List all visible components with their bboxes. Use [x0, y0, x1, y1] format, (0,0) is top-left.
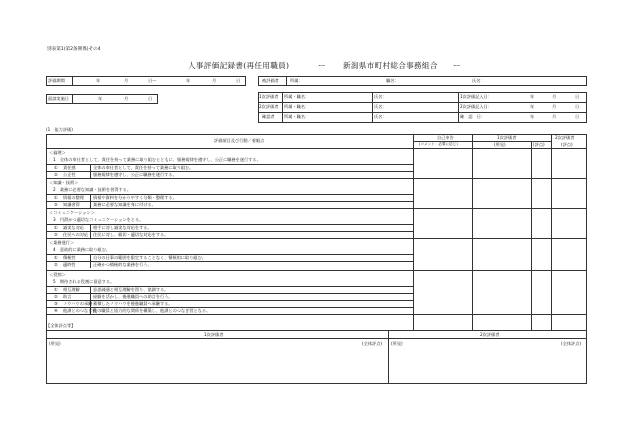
item-no: ② — [54, 294, 58, 299]
item-text: 情報や資料を分かりやすく分類・整理する。 — [93, 195, 177, 200]
item-label: 情報の整理 — [63, 195, 84, 200]
confirmer-name: 氏名： — [374, 114, 387, 119]
second-eval-month: 月 — [552, 104, 557, 109]
interview-month: 月 — [124, 96, 129, 101]
period-to-month: 月 — [212, 78, 217, 83]
item-text: 意思疎通と相互理解を図り、協調する。 — [93, 287, 169, 292]
period-from-day: 日～ — [148, 78, 157, 83]
overall-first-opinion: (所見) — [49, 341, 61, 346]
header-first-score: (評点) — [533, 142, 545, 147]
item-label: 他課とのつなぎ役 — [63, 308, 97, 313]
group-ethics: ＜倫理＞ — [49, 150, 66, 155]
group-communication-desc: 3 円滑かつ適切なコミュニケーションをとる。 — [53, 217, 144, 222]
item-no: ② — [54, 232, 58, 237]
item-label: 知識習得 — [63, 202, 80, 207]
item-label: 相互理解 — [63, 287, 80, 292]
overall-second-head: 2次評価者 — [480, 331, 500, 337]
confirmer-date-label: 確 認 日： — [460, 114, 486, 119]
item-label: 誠実な対応 — [63, 225, 84, 230]
item-text: 自分の仕事の範囲を限定することなく、積極的に取り組む。 — [93, 255, 206, 260]
group-knowledge-desc: 2 業務に必要な知識・技術を習得する。 — [53, 187, 132, 192]
header-self-sub: (コメント：必要に応じ) — [419, 142, 458, 146]
title-dash-left: ー — [318, 61, 326, 70]
period-to-year: 年 — [186, 78, 191, 83]
subject-post: 職名： — [386, 78, 399, 83]
overall-first-score: (全体評点) — [362, 341, 383, 346]
group-knowledge: ＜知識・技術＞ — [49, 180, 79, 185]
overall-second-score: (全体評点) — [561, 341, 582, 346]
item-no: ② — [54, 202, 58, 207]
confirm-month: 月 — [552, 114, 557, 119]
header-items: 評価項目及び行動／着眼点 — [214, 138, 265, 143]
item-no: ① — [54, 255, 58, 260]
interview-date-label: 面談実施日 — [48, 96, 69, 101]
organization-name: 新潟県市町村総合事務組合 — [343, 61, 438, 70]
subject-label: 被評価者 — [262, 78, 279, 83]
second-evaluator-name: 氏名： — [374, 104, 387, 109]
item-no: ① — [54, 165, 58, 170]
subject-affiliation: 所属： — [290, 78, 303, 83]
period-from-month: 月 — [124, 78, 129, 83]
period-to-day: 日 — [236, 78, 241, 83]
evaluation-period-label: 評価期間 — [48, 78, 65, 83]
second-evaluator-affiliation: 所属・職名： — [284, 104, 310, 109]
header-second: 2次評価者 — [555, 134, 575, 140]
group-role: ＜役割＞ — [49, 272, 66, 277]
item-no: ① — [54, 287, 58, 292]
second-eval-year: 年 — [530, 104, 535, 109]
subject-name: 氏名： — [472, 78, 485, 83]
item-no: ④ — [54, 308, 58, 313]
interview-day: 日 — [148, 96, 153, 101]
header-first-opinion: (所見) — [494, 142, 506, 147]
group-role-desc: 5 期待される役割に留意する。 — [53, 279, 115, 284]
item-label: 公正性 — [63, 172, 76, 177]
period-from-year: 年 — [96, 78, 101, 83]
item-text: 他の職員と協力的な関係を構築し、他課とのつなぎ役となる。 — [93, 308, 211, 313]
confirmer-role: 確認者 — [262, 114, 275, 119]
confirm-day: 日 — [575, 114, 580, 119]
first-evaluator-affiliation: 所属・職名： — [284, 94, 310, 99]
item-text: 経験を活かし、後進職員への助言を行う。 — [93, 294, 173, 299]
item-no: ① — [54, 195, 58, 200]
subject-box — [258, 76, 587, 86]
second-evaluator-date-label: 2次評価記入日： — [460, 104, 492, 109]
item-text: 服務規律を遵守し、公正に職務を遂行する。 — [93, 172, 177, 177]
header-second-score: (評点) — [561, 142, 573, 147]
first-evaluator-name: 氏名： — [374, 94, 387, 99]
item-text: 蓄積したノウハウを後進職員へ承継する。 — [93, 301, 173, 306]
overall-section-label: 【全体評点等】 — [46, 323, 76, 328]
header-first: 1次評価者 — [497, 134, 517, 140]
overall-first-head: 1次評価者 — [204, 331, 224, 337]
item-no: ③ — [54, 301, 58, 306]
item-label: 責任感 — [63, 165, 76, 170]
second-eval-day: 日 — [575, 104, 580, 109]
second-evaluator-role: 2次評価者 — [259, 104, 279, 109]
item-text: 正確かつ積極的な業務を行う。 — [93, 262, 152, 267]
item-label: ノウハウの承継 — [63, 301, 93, 306]
form-reference: 別表第1(第2条関係)その4 — [47, 47, 101, 52]
first-eval-day: 日 — [575, 94, 580, 99]
item-no: ② — [54, 262, 58, 267]
item-no: ② — [54, 172, 58, 177]
section-ability-evaluation: (1 能力評価) — [46, 127, 73, 132]
item-text: 相手に対し誠実な対応をする。 — [93, 225, 152, 230]
item-text: 業務に必要な知識を身に付ける。 — [93, 202, 156, 207]
item-label: 適時性 — [63, 262, 76, 267]
item-label: 積極性 — [63, 255, 76, 260]
header-self: 自己申告 — [437, 134, 454, 140]
first-eval-month: 月 — [552, 94, 557, 99]
group-execution-desc: 4 意欲的に業務に取り組む。 — [53, 247, 111, 252]
item-text: 住民に対し、親切・適切な対応をする。 — [93, 232, 169, 237]
interview-year: 年 — [98, 96, 103, 101]
form-title: 人事評価記録書(再任用職員) — [188, 61, 290, 70]
item-no: ① — [54, 225, 58, 230]
first-evaluator-role: 1次評価者 — [259, 94, 279, 99]
group-ethics-desc: 1 全体の奉仕者として、責任を持って業務に取り組むとともに、服務規律を遵守し、公正に職務を遂行する。 — [53, 157, 261, 162]
group-execution: ＜業務遂行＞ — [49, 240, 75, 245]
title-dash-right: ー — [453, 61, 461, 70]
confirm-year: 年 — [530, 114, 535, 119]
item-label: 助言 — [63, 294, 72, 299]
item-label: 住民への対応 — [63, 232, 89, 237]
first-evaluator-date-label: 1次評価記入日： — [460, 94, 492, 99]
item-text: 全体の奉仕者として、責任を持って業務に取り組む。 — [93, 165, 194, 170]
confirmer-affiliation: 所属・職名： — [284, 114, 310, 119]
group-communication: ＜コミュニケーション＞ — [49, 210, 95, 215]
overall-second-opinion: (所見) — [391, 341, 403, 346]
first-eval-year: 年 — [530, 94, 535, 99]
